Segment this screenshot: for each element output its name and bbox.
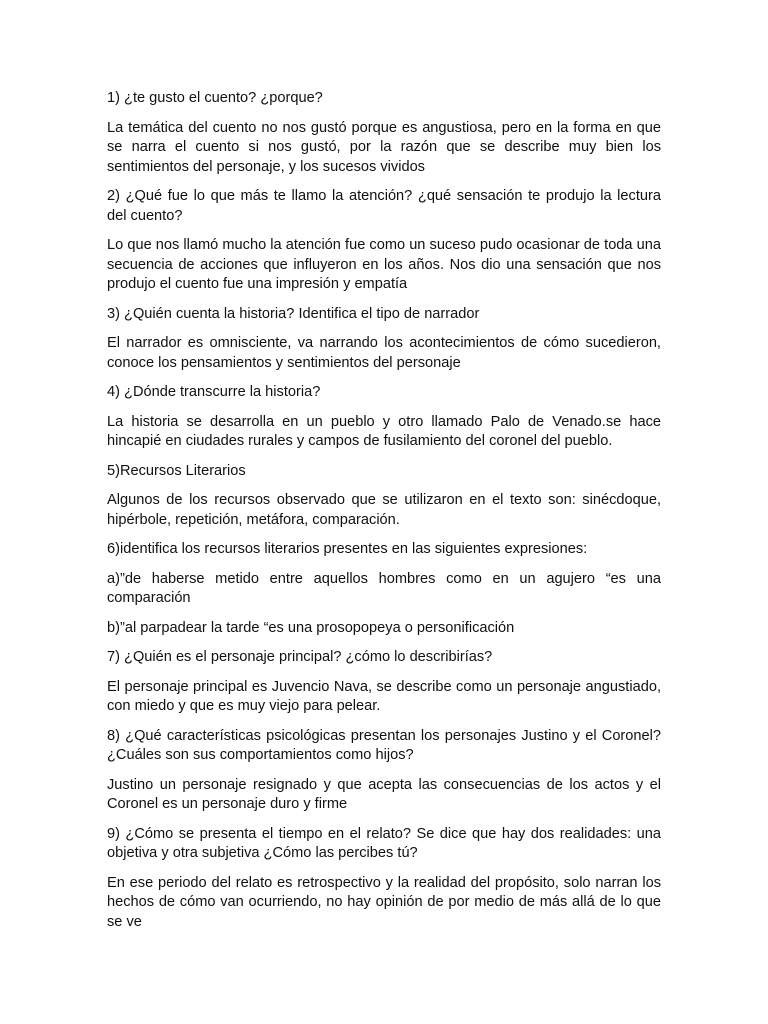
- answer-2: Lo que nos llamó mucho la atención fue como un suceso pudo ocasionar de toda una secuencia de acciones que influyeron en los años. Nos dio una sensación que nos produjo el cuento fue una impresión y empatía: [107, 237, 661, 292]
- answer-3: El narrador es omnisciente, va narrando los acontecimientos de cómo sucedieron, conoce los pensamientos y sentimientos del personaje: [107, 335, 661, 371]
- question-5: 5)Recursos Literarios: [107, 462, 246, 479]
- answer-7: El personaje principal es Juvencio Nava, se describe como un personaje angustiado, con miedo y que es muy viejo para pelear.: [107, 678, 661, 714]
- question-2: 2) ¿Qué fue lo que más te llamo la atención? ¿qué sensación te produjo la lectura del cuento?: [107, 188, 661, 224]
- question-9: 9) ¿Cómo se presenta el tiempo en el relato? Se dice que hay dos realidades: una objetiva y otra subjetiva ¿Cómo las percibes tú?: [107, 825, 661, 861]
- question-3: 3) ¿Quién cuenta la historia? Identifica el tipo de narrador: [107, 305, 480, 322]
- document-page: [107, 89, 661, 942]
- question-4: 4) ¿Dónde transcurre la historia?: [107, 384, 321, 400]
- answer-6b: b)”al parpadear la tarde “es una prosopopeya o personificación: [107, 619, 515, 636]
- answer-1: La temática del cuento no nos gustó porque es angustiosa, pero en la forma en que se narra el cuento si nos gustó, por la razón que se describe muy bien los sentimientos del personaje, y los sucesos vividos: [107, 119, 661, 175]
- question-8: 8) ¿Qué características psicológicas presentan los personajes Justino y el Coronel? ¿Cuáles son sus comportamientos como hijos?: [107, 727, 661, 763]
- answer-4: La historia se desarrolla en un pueblo y otro llamado Palo de Venado.se hace hincapié en ciudades rurales y campos de fusilamiento del coronel del pueblo.: [107, 413, 661, 449]
- question-7: 7) ¿Quién es el personaje principal? ¿cómo lo describirías?: [107, 649, 493, 665]
- question-1: 1) ¿te gusto el cuento? ¿porque?: [107, 90, 323, 106]
- question-6: 6)identifica los recursos literarios presentes en las siguientes expresiones:: [107, 541, 588, 557]
- answer-5: Algunos de los recursos observado que se utilizaron en el texto son: sinécdoque, hipérbole, repetición, metáfora, comparación.: [107, 492, 661, 528]
- answer-9: En ese periodo del relato es retrospectivo y la realidad del propósito, solo narran los hechos de cómo van ocurriendo, no hay opinión de por medio de más allá de lo que se ve: [107, 874, 661, 930]
- answer-8: Justino un personaje resignado y que acepta las consecuencias de los actos y el Coronel es un personaje duro y firme: [107, 776, 661, 812]
- answer-6a: a)”de haberse metido entre aquellos hombres como en un agujero “es una comparación: [107, 570, 661, 606]
